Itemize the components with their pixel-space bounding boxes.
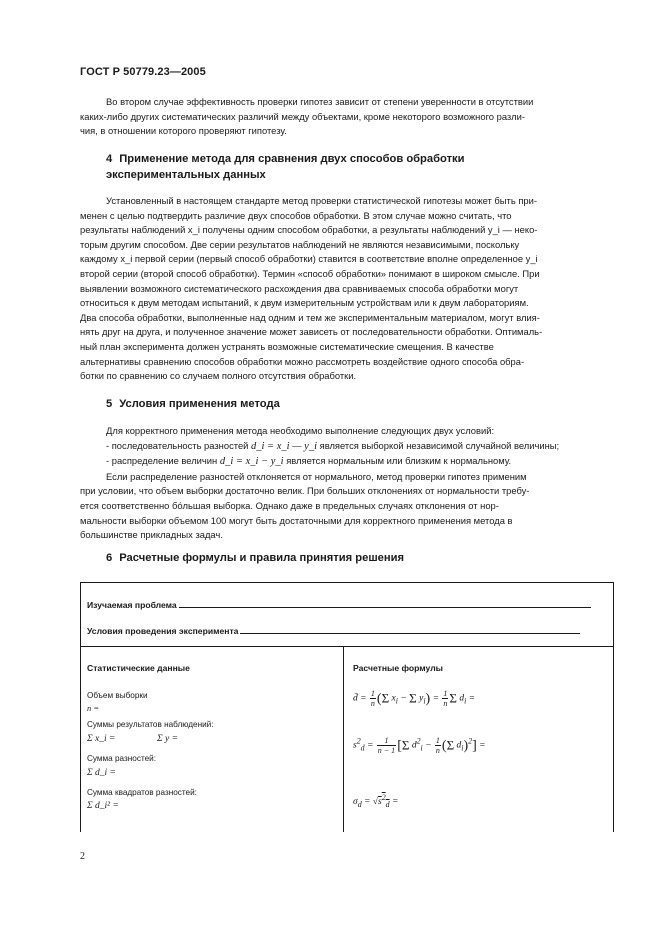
page-number: 2 xyxy=(80,851,85,862)
text-line: относиться к двум методам испытаний, к двум измерительным устройствам или к двум лабораториям. xyxy=(80,297,529,309)
text-line: торым другим способом. Две серии результатов наблюдений не являются независимыми, поскольку xyxy=(80,238,520,250)
divider xyxy=(81,646,613,647)
field-label: Условия проведения эксперимента xyxy=(87,626,239,636)
section-title: Условия применения метода xyxy=(119,398,280,410)
text-line: каких-либо других систематических различий между объектами, кроме некоторого возможного разли- xyxy=(80,110,525,122)
sum-d-formula: Σ d_i = xyxy=(87,768,116,778)
sum-y-formula: Σ y = xyxy=(157,734,179,744)
sum-sq-label: Сумма квадратов разностей: xyxy=(87,788,197,797)
section-5-paragraph xyxy=(80,424,613,543)
section-title-cont: экспериментальных данных xyxy=(106,169,266,181)
problem-field[interactable] xyxy=(87,599,591,610)
condition-1 xyxy=(80,439,613,455)
conditions-fill-line[interactable] xyxy=(240,625,580,634)
document-header: ГОСТ Р 50779.23—2005 xyxy=(80,66,206,78)
sample-size-label: Объем выборки xyxy=(87,691,148,700)
text-line: ботки по сравнению со случаем полного отсутствия обработки. xyxy=(80,370,357,382)
text-line: ется соответственно бо́льшая выборка. Однако даже в предельных случаях отклонения от нор- xyxy=(80,499,499,511)
sum-x-formula: Σ x_i = xyxy=(87,734,116,744)
text-line: Для корректного применения метода необходимо выполнение следующих двух условий: xyxy=(106,425,495,436)
text-line: при условии, что объем выборки достаточно велик. При больших отклонениях от нормальности требу- xyxy=(80,485,530,497)
variance-formula: $s^2_d$ = $\frac{1}{n - 1}$ [Σ $d^2_i$ − $\frac{1}{n}$ (Σ $d_i)^2$] = xyxy=(353,736,486,755)
text-line: Установленный в настоящем стандарте метод проверки статистической гипотезы может быть при- xyxy=(106,195,537,206)
text-line: выявлении возможного систематического расхождения два сравниваемых способа обработки могут xyxy=(80,282,519,294)
conditions-field[interactable] xyxy=(87,625,580,636)
calculation-form xyxy=(80,582,614,832)
left-column-header: Статистические данные xyxy=(87,663,190,673)
text-line: большинстве прикладных задач. xyxy=(80,529,223,541)
section-number: 6 xyxy=(106,552,113,564)
formula-inline: d_i = x_i − y_i xyxy=(219,456,284,468)
field-label: Изучаемая проблема xyxy=(87,600,177,610)
problem-fill-line[interactable] xyxy=(179,599,591,608)
condition-2 xyxy=(80,454,613,470)
text-line: Если распределение разностей отклоняется от нормального, метод проверки гипотез применим xyxy=(106,470,527,482)
mean-difference-formula: d̄ = $\frac{1}{n}$ (Σ $x_i - \Sigma$ $y_i$) = $\frac{1}{n}$ Σ $d_i$ = xyxy=(353,689,476,708)
intro-paragraph xyxy=(80,95,613,139)
section-title: Расчетные формулы и правила принятия решения xyxy=(119,552,405,564)
text-line: нять друг на друга, и полученное значение может зависеть от последовательности обработки. Оптималь- xyxy=(80,326,543,338)
sum-d2-formula: Σ d_i² = xyxy=(87,801,119,811)
section-4-heading xyxy=(106,151,465,183)
sample-size-symbol: n = xyxy=(87,703,100,713)
condition-text: - распределение величин xyxy=(106,455,218,467)
column-divider xyxy=(343,646,344,832)
text-line: Два способа обработки, выполненные над одним и тем же экспериментальным материалом, могут влия- xyxy=(80,311,540,323)
text-line: ный план эксперимента должен устранять возможные систематические смещения. В качестве xyxy=(80,340,494,352)
section-6-heading xyxy=(106,550,404,566)
text-line: Во втором случае эффективность проверки гипотез зависит от степени уверенности в отсутствии xyxy=(106,96,534,107)
sum-diff-label: Сумма разностей: xyxy=(87,754,156,763)
text-line: мальности выборки объемом 100 могут быть достаточными для корректного применения метода в xyxy=(80,514,513,526)
section-number: 5 xyxy=(106,398,113,410)
sum-results-label: Суммы результатов наблюдений: xyxy=(87,720,214,729)
condition-text: - последовательность разностей xyxy=(106,439,249,451)
right-column-header: Расчетные формулы xyxy=(353,663,444,673)
text-line: второй серии (второй способ обработки). Термин «способ обработки» понимают в широком смысле. При xyxy=(80,267,540,279)
text-line: каждому x_i первой серии (первый способ обработки) ставится в соответствие вполне определенное y_i xyxy=(80,253,538,265)
text-line: менен с целью подтвердить различие двух способов обработки. В этом случае можно считать, что xyxy=(80,209,512,221)
text-line: альтернативы сравнению способов обработки можно рассмотреть воздействие одного способа обра- xyxy=(80,355,525,367)
condition-text: является нормальным или близким к нормальному. xyxy=(286,455,512,467)
std-deviation-formula: $\sigma_d = √s^2_d$ = xyxy=(353,793,399,810)
section-title: Применение метода для сравнения двух способов обработки xyxy=(119,153,465,165)
text-line: чия, в отношении которого проверяют гипотезу. xyxy=(80,125,287,137)
formula-inline: d_i = x_i — y_i xyxy=(251,440,318,452)
section-number: 4 xyxy=(106,153,113,165)
section-4-paragraph xyxy=(80,194,613,384)
condition-text: является выборкой независимой случайной величины; xyxy=(319,439,560,451)
section-5-heading xyxy=(106,396,280,412)
text-line: результаты наблюдений x_i получены одним способом обработки, а результаты наблюдений y_i — неко- xyxy=(80,224,538,236)
